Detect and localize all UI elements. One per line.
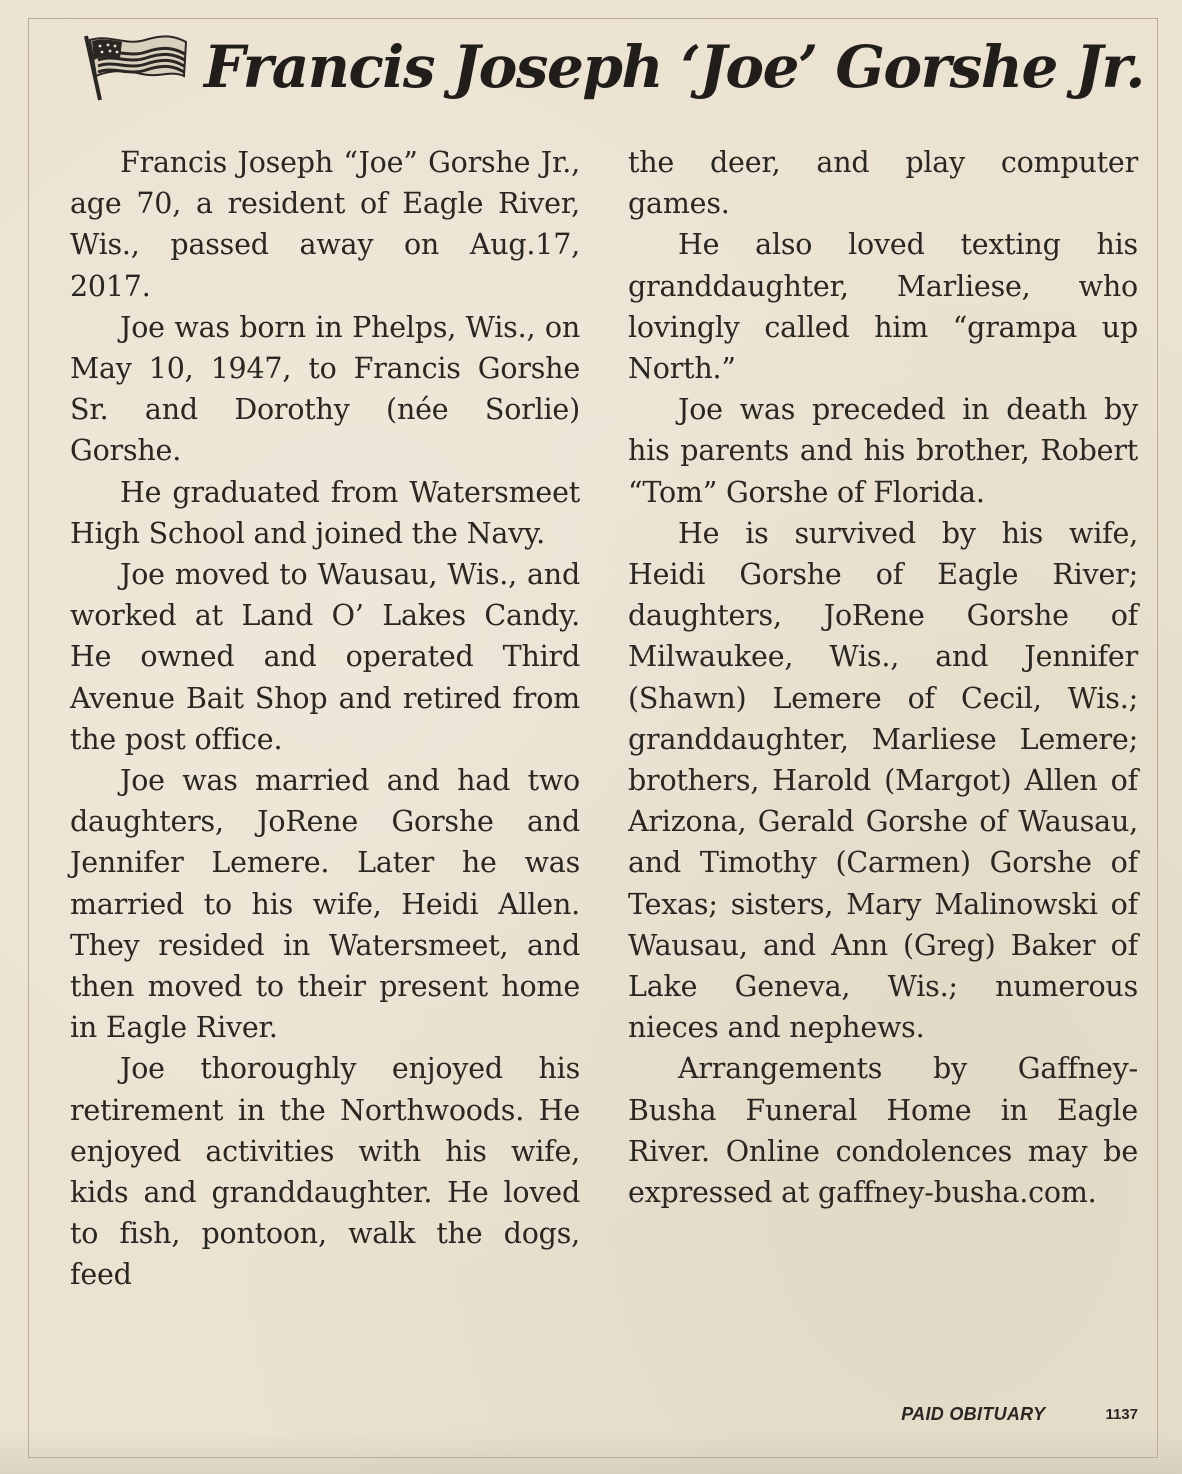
paragraph-education: He graduated from Watersmeet High School and joined the Navy. <box>70 475 580 550</box>
paragraph-marriage: Joe was married and had two daughters, JoRene Gorshe and Jennifer Lemere. Later he was married to his wife, Heidi Allen. They resided in Watersmeet, and then moved to their present home in Eagle River. <box>70 764 580 1045</box>
paragraph-intro: Francis Joseph “Joe” Gorshe Jr., age 70, a resident of Eagle River, Wis., passed away on Aug.17, 2017. <box>70 146 580 303</box>
paragraph-arrangements: Arrangements by Gaffney-Busha Funeral Home in Eagle River. Online condolences may be expressed at gaffney-busha.com. <box>628 1052 1138 1210</box>
paragraph-career: Joe moved to Wausau, Wis., and worked at Land O’ Lakes Candy. He owned and operated Third Avenue Bait Shop and retired from the post office. <box>70 558 580 756</box>
left-column <box>70 142 580 1296</box>
american-flag-icon <box>80 32 190 102</box>
paid-obituary-label: PAID OBITUARY <box>901 1403 1046 1424</box>
obituary-header <box>80 22 1160 112</box>
paragraph-birth: Joe was born in Phelps, Wis., on May 10, 1947, to Francis Gorshe Sr. and Dorothy (née Sorlie) Gorshe. <box>70 310 580 468</box>
right-column <box>628 142 1138 1213</box>
paragraph-survivors: He is survived by his wife, Heidi Gorshe of Eagle River; daughters, JoRene Gorshe of Milwaukee, Wis., and Jennifer (Shawn) Lemere of Cecil, Wis.; granddaughter, Marliese Lemere; brothers, Harold (Margot) Allen of Arizona, Gerald Gorshe of Wausau, and Timothy (Carmen) Gorshe of Texas; sisters, Mary Malinowski of Wausau, and Ann (Greg) Baker of Lake Geneva, Wis.; numerous nieces and nephews. <box>628 516 1138 1045</box>
paragraph-retirement-continued: the deer, and play computer games. <box>628 146 1138 221</box>
bleed-through-edge <box>0 1430 1182 1474</box>
paragraph-preceded: Joe was preceded in death by his parents and his brother, Robert “Tom” Gorshe of Florida. <box>628 393 1138 509</box>
ad-code: 1137 <box>1105 1405 1138 1423</box>
obituary-footer <box>628 1394 1138 1434</box>
obituary-title: Francis Joseph ‘Joe’ Gorshe Jr. <box>204 33 1144 101</box>
paragraph-retirement: Joe thoroughly enjoyed his retirement in the Northwoods. He enjoyed activities with his wife, kids and granddaughter. He loved to fish, pontoon, walk the dogs, feed <box>70 1052 580 1292</box>
paragraph-texting: He also loved texting his granddaughter, Marliese, who lovingly called him “grampa up North.” <box>628 228 1138 386</box>
